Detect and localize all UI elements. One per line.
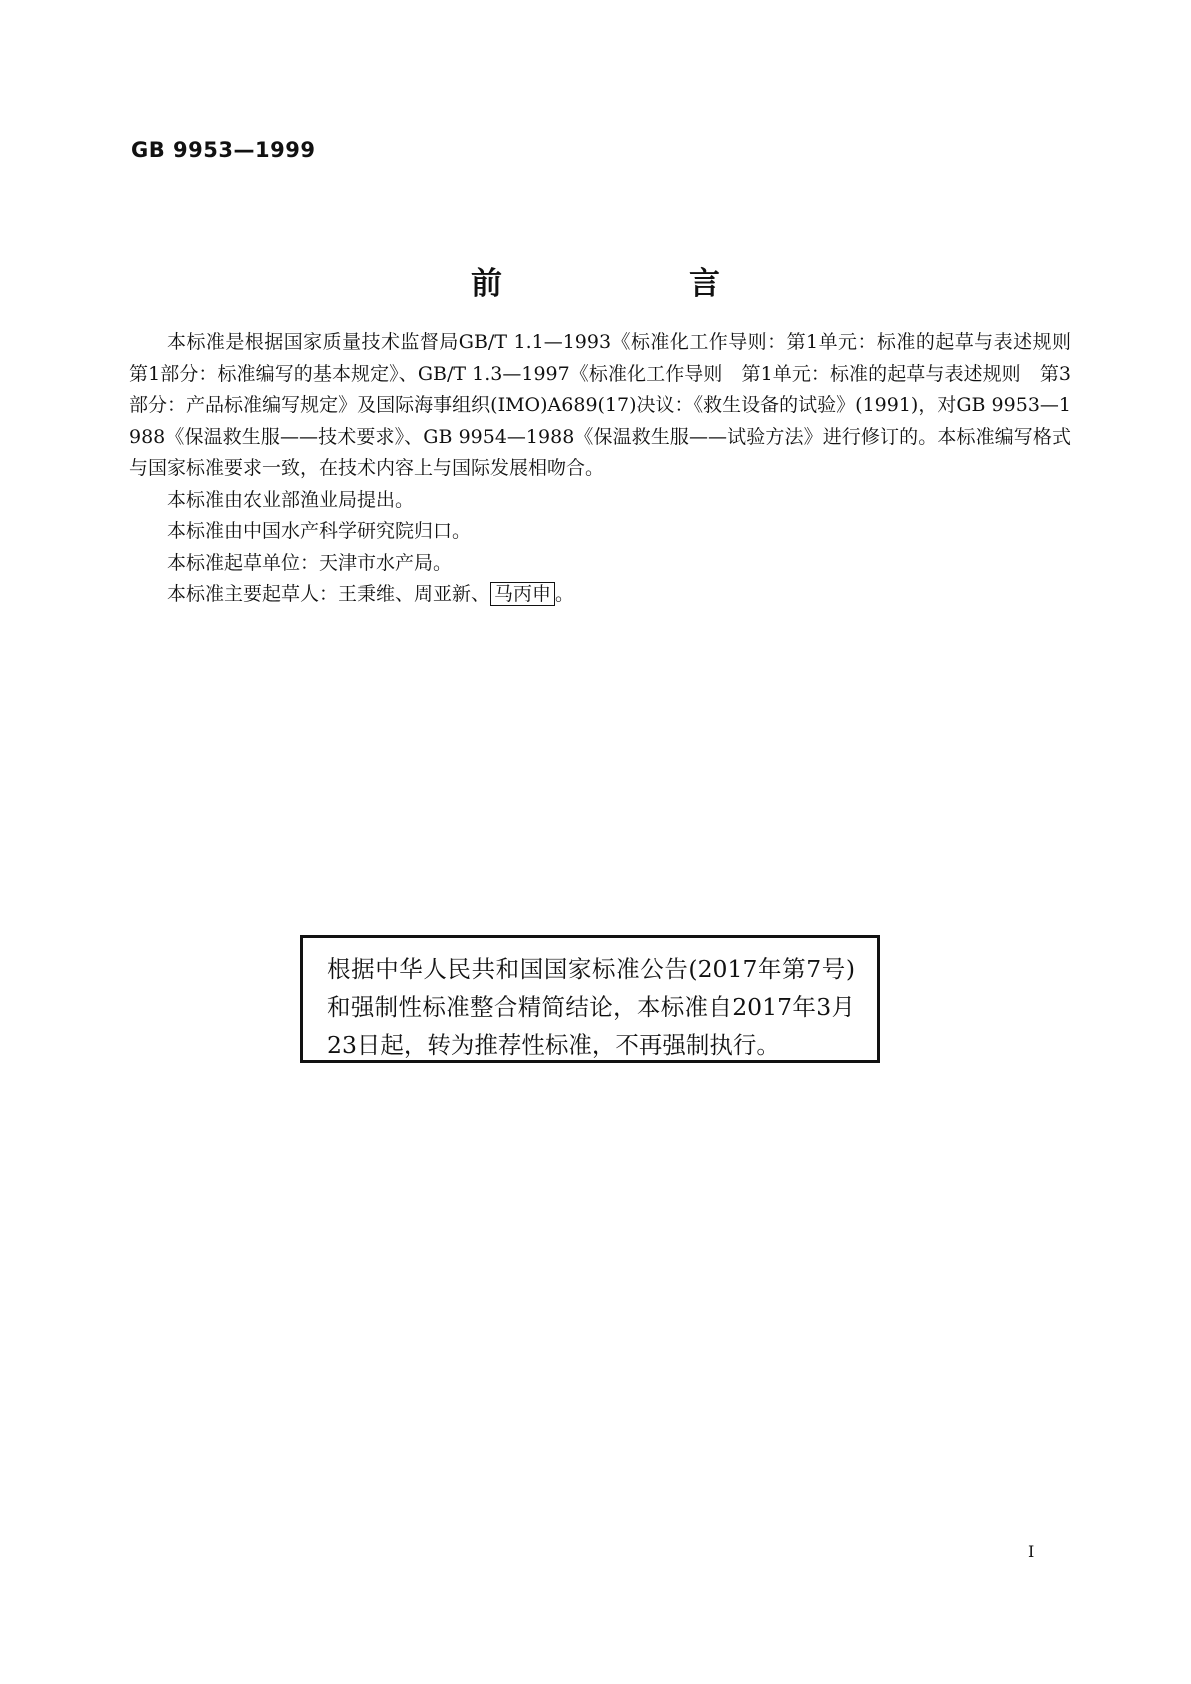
foreword-body (129, 327, 1091, 611)
drafter-boxed-name: 马丙申 (490, 582, 555, 606)
status-notice-box: 根据中华人民共和国国家标准公告(2017年第7号)和强制性标准整合精简结论，本标准自2017年3月23日起，转为推荐性标准，不再强制执行。 (300, 935, 880, 1063)
foreword-paragraph-drafting-unit: 本标准起草单位：天津市水产局。 (167, 551, 453, 574)
drafters-suffix: 。 (555, 583, 575, 605)
foreword-paragraph-administrator: 本标准由中国水产科学研究院归口。 (167, 520, 472, 542)
drafters-prefix: 本标准主要起草人：王秉维、周亚新、 (167, 583, 491, 605)
standard-code-header: GB 9953—1999 (131, 138, 316, 162)
page-title: 前 言 (471, 266, 798, 302)
foreword-paragraph-drafters (129, 579, 1071, 611)
page-number: I (1028, 1542, 1035, 1561)
foreword-paragraph-revision: 本标准是根据国家质量技术监督局GB/T 1.1—1993《标准化工作导则：第1单元：标准的起草与表述规则 第1部分：标准编写的基本规定》、GB/T 1.3—1997《标准化工作导则 第1单元：标准的起草与表述规则 第3部分：产品标准编写规定》及国际海事组织(IMO)A689(17)决议：《救生设备的试验》(1991)，对GB 9953—1988《保温救生服——技术要求》、GB 9954—1988《保温救生服——试验方法》进行修订的。本标准编写格式与国家标准要求一致，在技术内容上与国际发展相吻合。 (129, 331, 1091, 479)
foreword-paragraph-proposer: 本标准由农业部渔业局提出。 (167, 488, 415, 511)
